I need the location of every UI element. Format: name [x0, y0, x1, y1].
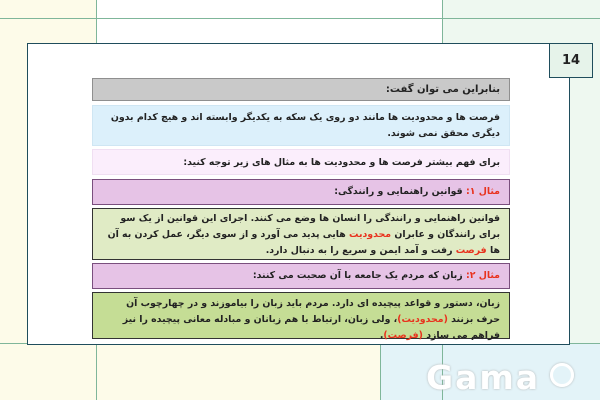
- example2-highlight-limitation: (محدودیت): [397, 314, 448, 325]
- example1-title-box: [92, 179, 510, 205]
- example1-body-box: [92, 208, 510, 260]
- example1-body-part3: رفت و آمد ایمن و سریع را به دنبال دارد.: [265, 245, 453, 256]
- example2-title-box: [92, 263, 510, 289]
- page-number-badge: [549, 43, 593, 78]
- example1-highlight-limitation: محدودیت: [349, 229, 392, 240]
- heading-text: بنابراین می توان گفت:: [385, 84, 500, 95]
- example1-title: قوانین راهنمایی و رانندگی:: [334, 186, 463, 197]
- example1-body-part2: هایی پدید می آورد و از سوی دیگر، عمل کردن به آن ها: [107, 229, 500, 256]
- example2-body-part3: .: [379, 330, 384, 341]
- background-panel-bottom: [96, 343, 380, 400]
- example2-label: مثال ۲:: [465, 270, 500, 281]
- page-number: 14: [561, 53, 581, 68]
- example1-highlight-opportunity: فرصت: [455, 245, 487, 256]
- frame-line-bottom-divider: [380, 343, 381, 400]
- watermark-logo: [426, 358, 540, 397]
- example2-body-box: [92, 292, 510, 339]
- example1-body-part1: قوانین راهنمایی و رانندگی را انسان ها وضع می کنند. اجرای این قوانین از یک سو برای رانندگان و عابران: [120, 213, 500, 240]
- heading-box: [92, 78, 510, 101]
- example2-body-part2: ، ولی زبان، ارتباط با هم زبانان و مبادله معانی پیچیده را نیز فراهم می سازد: [122, 314, 500, 341]
- watermark-text: Gama: [426, 358, 541, 397]
- example2-body-part1: زبان، دستور و قواعد پیچیده ای دارد. مردم باید زبان را بیاموزند و در چهارچوب آن حرف بزنند: [126, 298, 500, 325]
- watermark-circle-icon: [550, 363, 574, 387]
- example1-label: مثال ۱:: [465, 186, 500, 197]
- example2-highlight-opportunity: (فرصت): [383, 330, 423, 341]
- frame-line-top: [0, 18, 600, 19]
- intro-box: [92, 149, 510, 175]
- example2-title: زبان که مردم یک جامعه با آن صحبت می کنند:: [252, 270, 463, 281]
- intro-text: برای فهم بیشتر فرصت ها و محدودیت ها به مثال های زیر توجه کنید:: [183, 157, 500, 168]
- definition-text: فرصت ها و محدودیت ها مانند دو روی یک سکه به یکدیگر وابسته اند و هیچ کدام بدون دیگری محقق نمی شوند.: [110, 112, 500, 139]
- definition-box: [92, 105, 510, 146]
